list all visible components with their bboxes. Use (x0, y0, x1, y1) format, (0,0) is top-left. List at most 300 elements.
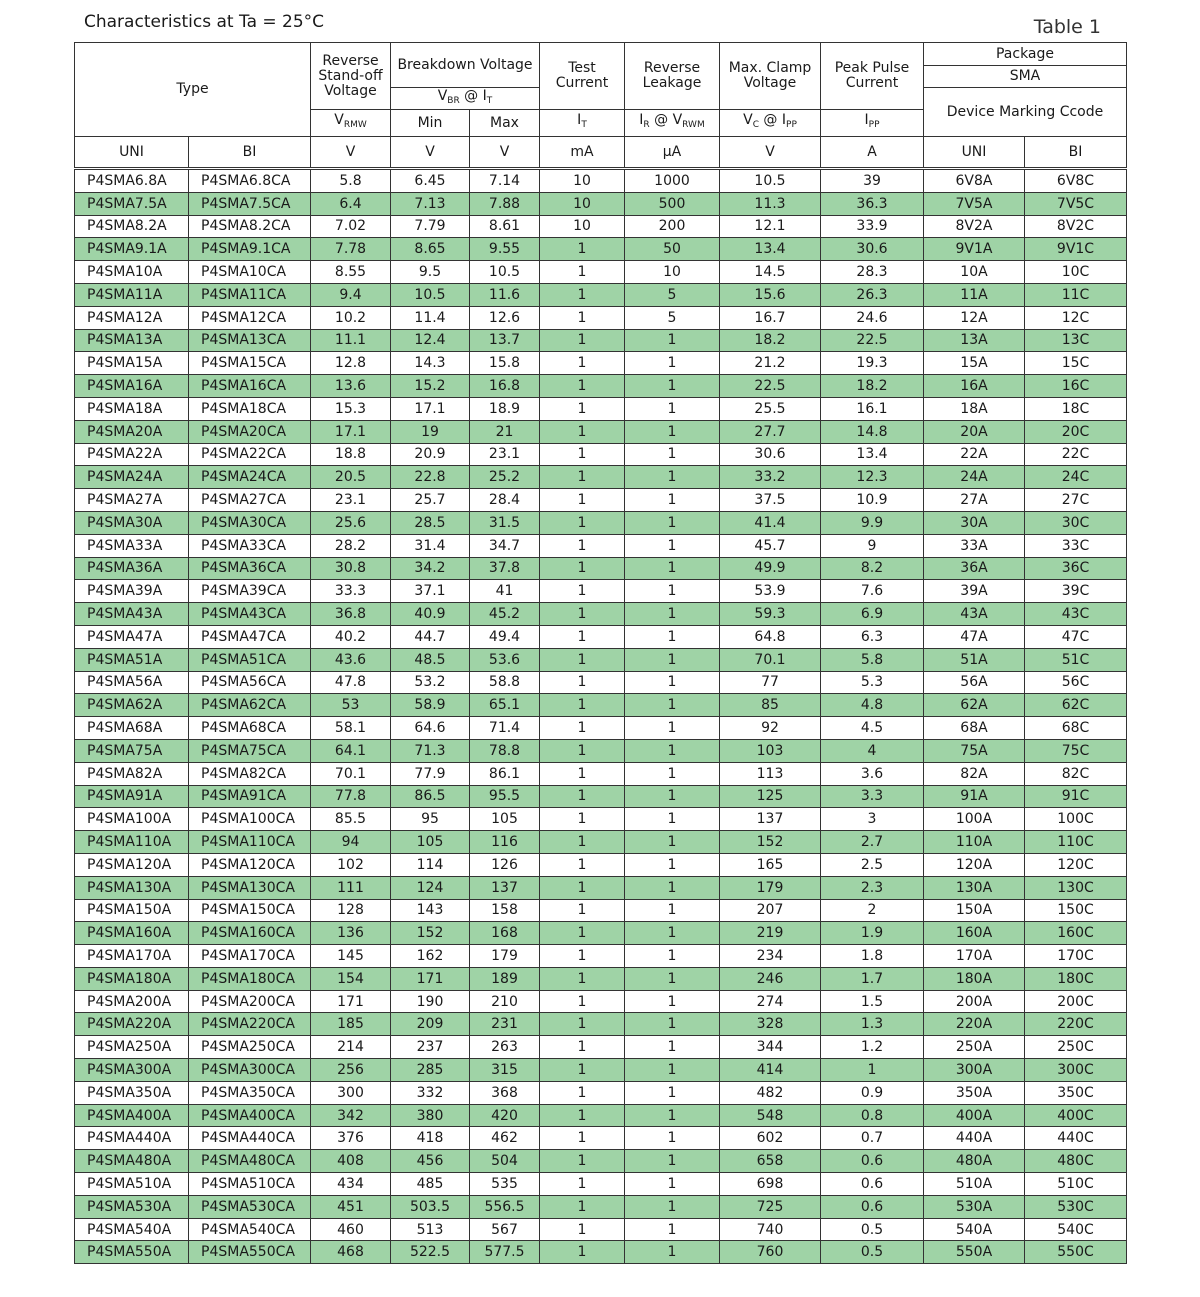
leakage-cell: 1 (625, 831, 720, 854)
bi-type-cell: P4SMA68CA (189, 717, 311, 740)
marking-uni-cell: 550A (924, 1241, 1025, 1264)
leakage-cell: 1 (625, 1036, 720, 1059)
vbr-max-cell: 10.5 (470, 261, 540, 284)
clamp-voltage-cell: 137 (720, 808, 821, 831)
test-current-header: Test Current (540, 43, 625, 110)
marking-uni-cell: 6V8A (924, 169, 1025, 193)
bi-type-cell: P4SMA56CA (189, 671, 311, 694)
marking-bi-cell: 91C (1025, 785, 1127, 808)
table-row (75, 352, 1127, 375)
vbr-max-cell: 9.55 (470, 238, 540, 261)
bi-type-cell: P4SMA75CA (189, 739, 311, 762)
vrmw-cell: 5.8 (311, 169, 391, 193)
vbr-max-cell: 21 (470, 420, 540, 443)
marking-uni-cell: 300A (924, 1059, 1025, 1082)
table-row (75, 397, 1127, 420)
vbr-min-cell: 48.5 (391, 648, 470, 671)
bi-type-cell: P4SMA110CA (189, 831, 311, 854)
vbr-max-cell: 137 (470, 876, 540, 899)
table-row (75, 603, 1127, 626)
test-current-cell: 1 (540, 648, 625, 671)
vrmw-cell: 77.8 (311, 785, 391, 808)
ir-symbol-header: $I_R$ @ $V_{RWM}$ (625, 110, 720, 137)
table-row (75, 671, 1127, 694)
bi-type-cell: P4SMA300CA (189, 1059, 311, 1082)
peak-current-cell: 2.5 (821, 853, 924, 876)
clamp-voltage-cell: 725 (720, 1195, 821, 1218)
test-current-cell: 1 (540, 443, 625, 466)
vrmw-cell: 342 (311, 1104, 391, 1127)
bi-type-cell: P4SMA30CA (189, 511, 311, 534)
test-current-cell: 1 (540, 1081, 625, 1104)
marking-uni-cell: 510A (924, 1173, 1025, 1196)
clamp-voltage-cell: 85 (720, 694, 821, 717)
peak-current-cell: 0.5 (821, 1241, 924, 1264)
vrmw-cell: 18.8 (311, 443, 391, 466)
bi-type-cell: P4SMA440CA (189, 1127, 311, 1150)
test-current-cell: 1 (540, 329, 625, 352)
peak-current-cell: 0.9 (821, 1081, 924, 1104)
bi-type-cell: P4SMA39CA (189, 580, 311, 603)
test-current-cell: 1 (540, 603, 625, 626)
marking-bi-cell: 530C (1025, 1195, 1127, 1218)
uni-type-cell: P4SMA8.2A (75, 215, 189, 238)
marking-uni-cell: 30A (924, 511, 1025, 534)
peak-current-cell: 6.3 (821, 625, 924, 648)
vbr-max-cell: 368 (470, 1081, 540, 1104)
marking-bi-cell: 510C (1025, 1173, 1127, 1196)
vbr-max-cell: 49.4 (470, 625, 540, 648)
table-row (75, 648, 1127, 671)
vbr-max-cell: 462 (470, 1127, 540, 1150)
vrmw-cell: 376 (311, 1127, 391, 1150)
vbr-min-cell: 28.5 (391, 511, 470, 534)
uni-type-cell: P4SMA220A (75, 1013, 189, 1036)
marking-bi-cell: 10C (1025, 261, 1127, 284)
leakage-cell: 5 (625, 306, 720, 329)
uni-type-cell: P4SMA200A (75, 990, 189, 1013)
table-row (75, 967, 1127, 990)
uni-type-cell: P4SMA36A (75, 557, 189, 580)
unit-leakage: μA (625, 137, 720, 169)
bi-type-cell: P4SMA530CA (189, 1195, 311, 1218)
test-current-cell: 1 (540, 511, 625, 534)
marking-uni-cell: 8V2A (924, 215, 1025, 238)
leakage-cell: 1000 (625, 169, 720, 193)
peak-current-cell: 1.8 (821, 945, 924, 968)
vbr-max-cell: 210 (470, 990, 540, 1013)
table-row (75, 238, 1127, 261)
test-current-cell: 1 (540, 1104, 625, 1127)
vbr-max-cell: 45.2 (470, 603, 540, 626)
vbr-max-cell: 58.8 (470, 671, 540, 694)
uni-type-cell: P4SMA47A (75, 625, 189, 648)
marking-bi-cell: 30C (1025, 511, 1127, 534)
uni-type-cell: P4SMA120A (75, 853, 189, 876)
marking-uni-cell: 13A (924, 329, 1025, 352)
table-row (75, 990, 1127, 1013)
vbr-min-cell: 86.5 (391, 785, 470, 808)
vbr-max-cell: 116 (470, 831, 540, 854)
vrmw-cell: 111 (311, 876, 391, 899)
vbr-min-cell: 34.2 (391, 557, 470, 580)
table-row (75, 375, 1127, 398)
leakage-cell: 1 (625, 443, 720, 466)
test-current-cell: 1 (540, 671, 625, 694)
bi-type-cell: P4SMA9.1CA (189, 238, 311, 261)
unit-vrmw: V (311, 137, 391, 169)
leakage-cell: 1 (625, 1059, 720, 1082)
test-current-cell: 1 (540, 831, 625, 854)
peak-current-cell: 9 (821, 534, 924, 557)
table-row (75, 1013, 1127, 1036)
table-row (75, 557, 1127, 580)
marking-bi-header: BI (1025, 137, 1127, 169)
test-current-cell: 1 (540, 557, 625, 580)
clamp-voltage-cell: 77 (720, 671, 821, 694)
vrmw-cell: 20.5 (311, 466, 391, 489)
vrmw-cell: 214 (311, 1036, 391, 1059)
clamp-voltage-cell: 165 (720, 853, 821, 876)
leakage-cell: 1 (625, 489, 720, 512)
uni-type-cell: P4SMA110A (75, 831, 189, 854)
leakage-cell: 1 (625, 375, 720, 398)
clamp-voltage-cell: 41.4 (720, 511, 821, 534)
vbr-max-cell: 15.8 (470, 352, 540, 375)
clamp-voltage-cell: 22.5 (720, 375, 821, 398)
uni-type-cell: P4SMA91A (75, 785, 189, 808)
test-current-cell: 1 (540, 945, 625, 968)
vbr-max-cell: 31.5 (470, 511, 540, 534)
vrmw-cell: 15.3 (311, 397, 391, 420)
uni-type-cell: P4SMA13A (75, 329, 189, 352)
leakage-cell: 1 (625, 511, 720, 534)
table-row (75, 215, 1127, 238)
leakage-cell: 1 (625, 1150, 720, 1173)
marking-bi-cell: 200C (1025, 990, 1127, 1013)
marking-uni-cell: 15A (924, 352, 1025, 375)
vbr-min-cell: 44.7 (391, 625, 470, 648)
leakage-cell: 50 (625, 238, 720, 261)
marking-bi-cell: 16C (1025, 375, 1127, 398)
bi-type-cell: P4SMA13CA (189, 329, 311, 352)
vbr-max-cell: 18.9 (470, 397, 540, 420)
marking-uni-cell: 62A (924, 694, 1025, 717)
peak-pulse-header: Peak Pulse Current (821, 43, 924, 110)
peak-current-cell: 8.2 (821, 557, 924, 580)
vbr-min-cell: 77.9 (391, 762, 470, 785)
vbr-min-cell: 9.5 (391, 261, 470, 284)
marking-uni-cell: 20A (924, 420, 1025, 443)
test-current-cell: 1 (540, 466, 625, 489)
vbr-min-cell: 237 (391, 1036, 470, 1059)
leakage-cell: 1 (625, 1173, 720, 1196)
marking-bi-cell: 8V2C (1025, 215, 1127, 238)
vrmw-cell: 13.6 (311, 375, 391, 398)
it-symbol-header: $I_T$ (540, 110, 625, 137)
test-current-cell: 1 (540, 1241, 625, 1264)
peak-current-cell: 30.6 (821, 238, 924, 261)
clamp-voltage-cell: 246 (720, 967, 821, 990)
bi-type-cell: P4SMA220CA (189, 1013, 311, 1036)
leakage-cell: 1 (625, 694, 720, 717)
vbr-max-cell: 577.5 (470, 1241, 540, 1264)
test-current-cell: 1 (540, 1127, 625, 1150)
vbr-min-cell: 503.5 (391, 1195, 470, 1218)
bi-type-cell: P4SMA550CA (189, 1241, 311, 1264)
marking-bi-cell: 18C (1025, 397, 1127, 420)
vbr-min-cell: 14.3 (391, 352, 470, 375)
leakage-cell: 1 (625, 1195, 720, 1218)
table-row (75, 1059, 1127, 1082)
peak-current-cell: 3.6 (821, 762, 924, 785)
vbr-min-cell: 7.79 (391, 215, 470, 238)
marking-bi-cell: 180C (1025, 967, 1127, 990)
marking-uni-cell: 24A (924, 466, 1025, 489)
test-current-cell: 1 (540, 717, 625, 740)
table-row (75, 808, 1127, 831)
clamp-voltage-cell: 92 (720, 717, 821, 740)
uni-type-cell: P4SMA33A (75, 534, 189, 557)
clamp-voltage-cell: 219 (720, 922, 821, 945)
vbr-min-cell: 22.8 (391, 466, 470, 489)
leakage-cell: 1 (625, 945, 720, 968)
uni-type-cell: P4SMA480A (75, 1150, 189, 1173)
marking-uni-cell: 100A (924, 808, 1025, 831)
test-current-cell: 1 (540, 1036, 625, 1059)
marking-uni-cell: 51A (924, 648, 1025, 671)
vbr-min-cell: 513 (391, 1218, 470, 1241)
marking-bi-cell: 27C (1025, 489, 1127, 512)
test-current-cell: 1 (540, 967, 625, 990)
test-current-cell: 1 (540, 352, 625, 375)
max-header: Max (470, 110, 540, 137)
leakage-cell: 1 (625, 785, 720, 808)
table-row (75, 625, 1127, 648)
vbr-min-cell: 105 (391, 831, 470, 854)
marking-uni-cell: 400A (924, 1104, 1025, 1127)
clamp-voltage-header: Max. Clamp Voltage (720, 43, 821, 110)
test-current-cell: 1 (540, 397, 625, 420)
unit-clamp: V (720, 137, 821, 169)
uni-type-cell: P4SMA62A (75, 694, 189, 717)
bi-type-cell: P4SMA82CA (189, 762, 311, 785)
leakage-cell: 1 (625, 1218, 720, 1241)
peak-current-cell: 1.5 (821, 990, 924, 1013)
marking-uni-cell: 22A (924, 443, 1025, 466)
type-header: Type (75, 43, 311, 137)
vrmw-cell: 8.55 (311, 261, 391, 284)
test-current-cell: 1 (540, 694, 625, 717)
device-marking-header: Device Marking Ccode (924, 88, 1127, 137)
test-current-cell: 1 (540, 306, 625, 329)
table-row (75, 580, 1127, 603)
vrmw-cell: 451 (311, 1195, 391, 1218)
vbr-min-cell: 17.1 (391, 397, 470, 420)
marking-uni-cell: 82A (924, 762, 1025, 785)
vbr-min-cell: 209 (391, 1013, 470, 1036)
marking-bi-cell: 160C (1025, 922, 1127, 945)
vbr-min-cell: 19 (391, 420, 470, 443)
vrmw-cell: 408 (311, 1150, 391, 1173)
table-row (75, 283, 1127, 306)
min-header: Min (391, 110, 470, 137)
vbr-min-cell: 7.13 (391, 192, 470, 215)
bi-type-cell: P4SMA36CA (189, 557, 311, 580)
table-row (75, 420, 1127, 443)
clamp-voltage-cell: 18.2 (720, 329, 821, 352)
peak-current-cell: 0.6 (821, 1150, 924, 1173)
test-current-cell: 10 (540, 215, 625, 238)
uni-type-cell: P4SMA530A (75, 1195, 189, 1218)
clamp-voltage-cell: 16.7 (720, 306, 821, 329)
marking-bi-cell: 51C (1025, 648, 1127, 671)
vbr-max-cell: 28.4 (470, 489, 540, 512)
peak-current-cell: 24.6 (821, 306, 924, 329)
vrmw-cell: 185 (311, 1013, 391, 1036)
ipp-symbol-header: $I_{PP}$ (821, 110, 924, 137)
uni-type-cell: P4SMA24A (75, 466, 189, 489)
uni-type-cell: P4SMA170A (75, 945, 189, 968)
peak-current-cell: 13.4 (821, 443, 924, 466)
vc-symbol-header: $V_C$ @ $I_{PP}$ (720, 110, 821, 137)
table-header (75, 43, 1127, 169)
marking-bi-cell: 170C (1025, 945, 1127, 968)
table-row (75, 261, 1127, 284)
clamp-voltage-cell: 698 (720, 1173, 821, 1196)
peak-current-cell: 3 (821, 808, 924, 831)
bi-type-cell: P4SMA11CA (189, 283, 311, 306)
clamp-voltage-cell: 274 (720, 990, 821, 1013)
table-row (75, 1081, 1127, 1104)
peak-current-cell: 2.7 (821, 831, 924, 854)
clamp-voltage-cell: 27.7 (720, 420, 821, 443)
marking-uni-cell: 56A (924, 671, 1025, 694)
clamp-voltage-cell: 12.1 (720, 215, 821, 238)
table-row (75, 1195, 1127, 1218)
leakage-cell: 1 (625, 466, 720, 489)
vbr-min-cell: 15.2 (391, 375, 470, 398)
leakage-cell: 1 (625, 990, 720, 1013)
leakage-cell: 1 (625, 557, 720, 580)
table-row (75, 831, 1127, 854)
marking-bi-cell: 36C (1025, 557, 1127, 580)
vbr-min-cell: 58.9 (391, 694, 470, 717)
vrmw-cell: 28.2 (311, 534, 391, 557)
clamp-voltage-cell: 21.2 (720, 352, 821, 375)
bi-type-cell: P4SMA480CA (189, 1150, 311, 1173)
vbr-min-cell: 11.4 (391, 306, 470, 329)
page-title: Characteristics at Ta = 25°C (84, 12, 325, 32)
uni-type-cell: P4SMA43A (75, 603, 189, 626)
test-current-cell: 1 (540, 739, 625, 762)
marking-uni-cell: 7V5A (924, 192, 1025, 215)
vbr-max-cell: 25.2 (470, 466, 540, 489)
vbr-min-cell: 171 (391, 967, 470, 990)
peak-current-cell: 16.1 (821, 397, 924, 420)
bi-type-cell: P4SMA51CA (189, 648, 311, 671)
uni-type-cell: P4SMA160A (75, 922, 189, 945)
test-current-cell: 10 (540, 192, 625, 215)
vrmw-cell: 25.6 (311, 511, 391, 534)
bi-type-cell: P4SMA7.5CA (189, 192, 311, 215)
uni-type-cell: P4SMA300A (75, 1059, 189, 1082)
bi-type-cell: P4SMA24CA (189, 466, 311, 489)
peak-current-cell: 4.8 (821, 694, 924, 717)
leakage-cell: 1 (625, 1013, 720, 1036)
vbr-min-cell: 12.4 (391, 329, 470, 352)
marking-uni-cell: 110A (924, 831, 1025, 854)
vrmw-cell: 47.8 (311, 671, 391, 694)
vbr-max-cell: 189 (470, 967, 540, 990)
leakage-cell: 1 (625, 1241, 720, 1264)
vbr-max-cell: 315 (470, 1059, 540, 1082)
marking-uni-cell: 11A (924, 283, 1025, 306)
marking-bi-cell: 15C (1025, 352, 1127, 375)
vbr-max-cell: 65.1 (470, 694, 540, 717)
marking-uni-cell: 75A (924, 739, 1025, 762)
vbr-max-cell: 567 (470, 1218, 540, 1241)
bi-type-cell: P4SMA8.2CA (189, 215, 311, 238)
peak-current-cell: 1.3 (821, 1013, 924, 1036)
vbr-min-cell: 37.1 (391, 580, 470, 603)
uni-type-cell: P4SMA180A (75, 967, 189, 990)
table-row (75, 717, 1127, 740)
package-label: Package (995, 46, 1055, 62)
table-row (75, 785, 1127, 808)
uni-type-cell: P4SMA68A (75, 717, 189, 740)
uni-type-cell: P4SMA440A (75, 1127, 189, 1150)
marking-uni-cell: 43A (924, 603, 1025, 626)
table-row (75, 762, 1127, 785)
bi-type-cell: P4SMA400CA (189, 1104, 311, 1127)
uni-type-cell: P4SMA550A (75, 1241, 189, 1264)
bi-type-cell: P4SMA150CA (189, 899, 311, 922)
peak-current-cell: 28.3 (821, 261, 924, 284)
test-current-cell: 1 (540, 261, 625, 284)
uni-type-cell: P4SMA82A (75, 762, 189, 785)
marking-uni-cell: 18A (924, 397, 1025, 420)
peak-current-cell: 0.8 (821, 1104, 924, 1127)
peak-current-cell: 7.6 (821, 580, 924, 603)
vrmw-cell: 43.6 (311, 648, 391, 671)
vbr-min-cell: 124 (391, 876, 470, 899)
test-current-cell: 1 (540, 922, 625, 945)
test-current-cell: 1 (540, 238, 625, 261)
uni-header: UNI (75, 137, 189, 169)
table-row (75, 694, 1127, 717)
vrmw-cell: 136 (311, 922, 391, 945)
clamp-voltage-cell: 113 (720, 762, 821, 785)
clamp-voltage-cell: 344 (720, 1036, 821, 1059)
uni-type-cell: P4SMA540A (75, 1218, 189, 1241)
marking-uni-cell: 170A (924, 945, 1025, 968)
test-current-cell: 1 (540, 420, 625, 443)
vrmw-cell: 9.4 (311, 283, 391, 306)
vrmw-cell: 23.1 (311, 489, 391, 512)
marking-bi-cell: 13C (1025, 329, 1127, 352)
clamp-voltage-cell: 10.5 (720, 169, 821, 193)
clamp-voltage-cell: 64.8 (720, 625, 821, 648)
vbr-max-cell: 86.1 (470, 762, 540, 785)
vbr-min-cell: 95 (391, 808, 470, 831)
marking-bi-cell: 62C (1025, 694, 1127, 717)
vrmw-cell: 85.5 (311, 808, 391, 831)
uni-type-cell: P4SMA75A (75, 739, 189, 762)
breakdown-voltage-header: Breakdown Voltage (391, 43, 540, 88)
test-current-cell: 1 (540, 876, 625, 899)
peak-current-cell: 0.6 (821, 1195, 924, 1218)
